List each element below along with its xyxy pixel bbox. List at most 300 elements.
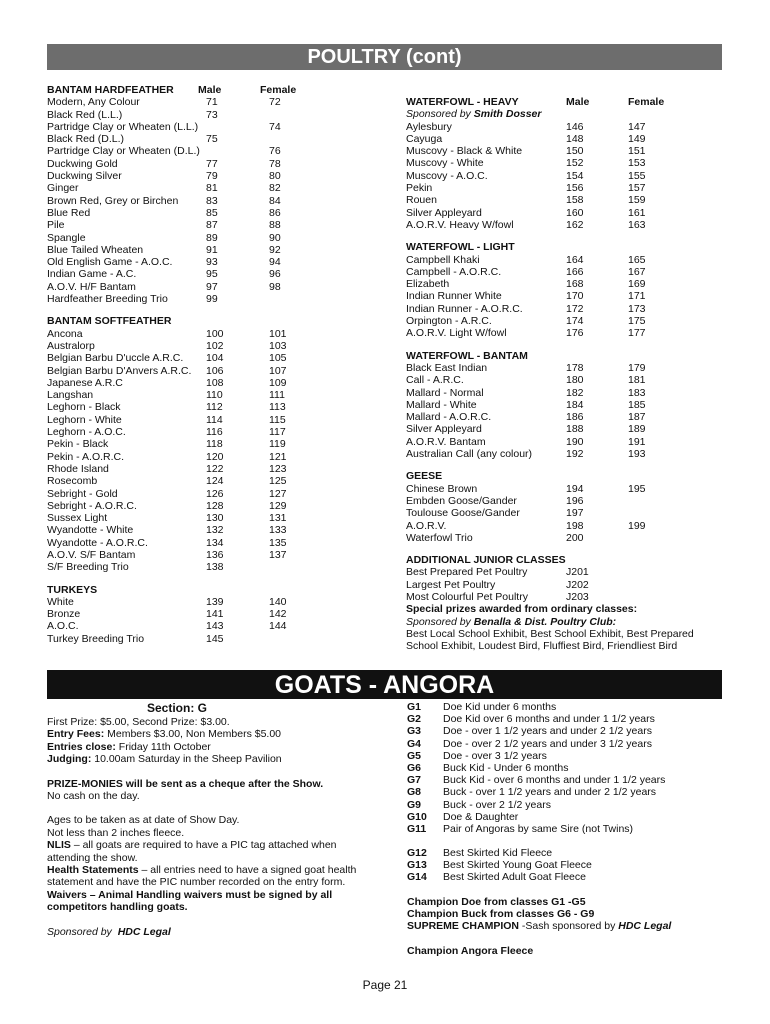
entry-name: Elizabeth	[406, 278, 450, 291]
section-title: WATERFOWL - LIGHT	[406, 241, 515, 254]
entry-row	[47, 524, 347, 536]
class-row	[407, 799, 727, 811]
class-row	[407, 786, 727, 798]
male-class-number: 112	[206, 401, 223, 414]
entry-name: Wyandotte - White	[47, 524, 134, 537]
sponsor-line	[47, 926, 367, 938]
male-class-number: 87	[206, 219, 218, 232]
male-class-number: 73	[206, 108, 218, 121]
class-description: Doe - over 1 1/2 years and under 2 1/2 years	[443, 725, 652, 738]
judging-value: 10.00am Saturday in the Sheep Pavilion	[91, 753, 282, 766]
male-class-number: 136	[206, 548, 224, 561]
class-row	[407, 750, 727, 762]
entry-row	[47, 438, 347, 450]
male-class-number: 91	[206, 243, 218, 256]
female-class-number: 153	[628, 157, 646, 170]
male-class-number: 77	[206, 157, 218, 170]
goat-classes	[407, 701, 727, 957]
entry-row	[47, 293, 347, 305]
female-class-number: 78	[269, 157, 281, 170]
female-class-number: 155	[628, 169, 646, 182]
entry-name: Pile	[47, 219, 65, 232]
entry-row	[47, 244, 347, 256]
class-description: Best Skirted Adult Goat Fleece	[443, 871, 586, 884]
entry-row	[406, 145, 726, 157]
entry-name: Langshan	[47, 389, 94, 402]
entry-name: Mallard - Normal	[406, 386, 484, 399]
entry-name: Black Red (L.L.)	[47, 108, 123, 121]
class-row	[407, 871, 727, 883]
male-class-number: 100	[206, 327, 224, 340]
male-class-number: 106	[206, 364, 224, 377]
class-description: Doe - over 2 1/2 years and under 3 1/2 years	[443, 737, 652, 750]
nlis-text: – all goats are required to have a PIC tag attached when	[70, 839, 337, 852]
entry-name: Leghorn - Black	[47, 401, 121, 414]
class-description: Doe - over 3 1/2 years	[443, 749, 547, 762]
entry-name: Modern, Any Colour	[47, 96, 140, 109]
female-class-number: 147	[628, 120, 646, 133]
entry-name: Sussex Light	[47, 512, 108, 525]
male-class-number: 145	[206, 632, 224, 645]
class-code: G2	[407, 713, 422, 726]
entry-row	[406, 399, 726, 411]
entry-row	[406, 157, 726, 169]
female-class-number: 92	[269, 243, 281, 256]
entry-row	[406, 448, 726, 460]
class-code: G13	[407, 859, 427, 872]
male-label: Male	[198, 84, 222, 96]
entry-row	[406, 194, 726, 206]
spacer	[47, 574, 347, 584]
entry-name: Old English Game - A.O.C.	[47, 256, 173, 269]
female-class-number: 177	[628, 327, 646, 340]
entry-row	[47, 328, 347, 340]
spacer	[406, 544, 726, 554]
champion-fleece: Champion Angora Fleece	[407, 944, 534, 957]
class-row	[407, 701, 727, 713]
male-class-number: 89	[206, 231, 218, 244]
entry-name: Campbell - A.O.R.C.	[406, 265, 502, 278]
spacer	[407, 933, 727, 945]
class-description: Buck - over 2 1/2 years	[443, 798, 551, 811]
fleece-class-list	[407, 847, 727, 884]
male-class-number: 134	[206, 536, 224, 549]
entry-row	[406, 327, 726, 339]
entry-name: Belgian Barbu D'uccle A.R.C.	[47, 352, 184, 365]
female-class-number: 94	[269, 256, 281, 269]
male-class-number: 164	[566, 253, 584, 266]
female-class-number: 119	[269, 438, 286, 451]
entry-row	[47, 182, 347, 194]
entry-row	[406, 207, 726, 219]
entry-row	[47, 195, 347, 207]
entry-row	[47, 268, 347, 280]
entry-row	[47, 475, 347, 487]
health-line-2: statement and have the PIC number recorded on the entry form.	[47, 876, 346, 889]
entry-fees-label: Entry Fees:	[47, 728, 105, 741]
entry-row	[47, 133, 347, 145]
male-class-number: 188	[566, 423, 584, 436]
entry-row	[406, 566, 726, 578]
class-description: Buck Kid - Under 6 months	[443, 761, 569, 774]
entry-row	[47, 401, 347, 413]
spacer	[407, 835, 727, 847]
female-class-number: 101	[269, 327, 287, 340]
entry-name: Muscovy - Black & White	[406, 145, 523, 158]
entry-name: Belgian Barbu D'Anvers A.R.C.	[47, 364, 192, 377]
entry-name: Leghorn - White	[47, 413, 122, 426]
male-class-number: 198	[566, 519, 584, 532]
male-class-number: 126	[206, 487, 224, 500]
turkeys-header	[47, 584, 347, 596]
female-class-number: 109	[269, 376, 287, 389]
female-class-number: 90	[269, 231, 281, 244]
class-number: J201	[566, 566, 589, 579]
entry-name: Bronze	[47, 608, 81, 621]
entry-row	[406, 219, 726, 231]
female-class-number: 193	[628, 448, 646, 461]
champion-doe: Champion Doe from classes G1 -G5	[407, 895, 586, 908]
male-class-number: 110	[206, 389, 223, 402]
entry-row	[47, 109, 347, 121]
entry-name: Ginger	[47, 182, 79, 195]
male-class-number: 85	[206, 206, 218, 219]
male-class-number: 99	[206, 293, 218, 306]
poultry-banner: POULTRY (cont)	[47, 44, 722, 70]
male-class-number: 194	[566, 482, 584, 495]
entry-row	[47, 620, 347, 632]
entry-name: Hardfeather Breeding Trio	[47, 293, 168, 306]
class-description: Doe Kid over 6 months and under 1 1/2 years	[443, 713, 655, 726]
male-class-number: 122	[206, 462, 224, 475]
entry-name: Spangle	[47, 231, 86, 244]
prizes-line: School Exhibit, Loudest Bird, Fluffiest Bird, Friendliest Bird	[406, 640, 678, 653]
male-class-number: 168	[566, 278, 584, 291]
class-code: G5	[407, 749, 422, 762]
entry-row	[406, 170, 726, 182]
entry-row	[47, 561, 347, 573]
male-class-number: 102	[206, 339, 224, 352]
class-row	[407, 774, 727, 786]
section-title: GEESE	[406, 470, 443, 483]
entries-close-value: Friday 11th October	[115, 740, 211, 753]
male-class-number: 108	[206, 376, 224, 389]
male-class-number: 180	[566, 374, 584, 387]
entry-row	[47, 340, 347, 352]
section-title: WATERFOWL - HEAVY	[406, 96, 519, 108]
female-class-number: 121	[269, 450, 287, 463]
female-class-number: 183	[628, 386, 646, 399]
entry-name: Ancona	[47, 327, 83, 340]
entry-row	[47, 158, 347, 170]
male-class-number: 200	[566, 531, 584, 544]
entry-row	[406, 362, 726, 374]
sponsor-prefix: Sponsored by	[406, 615, 471, 628]
entry-row	[406, 387, 726, 399]
female-class-number: 191	[628, 435, 646, 448]
entry-name: Partridge Clay or Wheaten (D.L.)	[47, 145, 200, 158]
entry-row	[47, 596, 347, 608]
class-number: J202	[566, 578, 589, 591]
male-class-number: 93	[206, 256, 218, 269]
female-label: Female	[628, 96, 665, 108]
male-class-number: 178	[566, 361, 584, 374]
class-code: G4	[407, 737, 422, 750]
male-class-number: 190	[566, 435, 584, 448]
fleece-line: Not less than 2 inches fleece.	[47, 826, 185, 839]
entry-name: Chinese Brown	[406, 482, 478, 495]
waterfowl-light-list	[406, 254, 726, 340]
entry-name: A.O.V. S/F Bantam	[47, 548, 136, 561]
entry-row	[47, 389, 347, 401]
female-class-number: 74	[269, 120, 281, 133]
female-class-number: 149	[628, 132, 646, 145]
entry-row	[406, 315, 726, 327]
class-code: G10	[407, 810, 427, 823]
entry-name: White	[47, 595, 74, 608]
entry-name: Black Red (D.L.)	[47, 133, 125, 146]
entry-name: Indian Runner White	[406, 290, 502, 303]
female-class-number: 82	[269, 182, 281, 195]
entry-row	[47, 537, 347, 549]
entry-row	[406, 266, 726, 278]
class-row	[407, 847, 727, 859]
entry-name: Cayuga	[406, 132, 443, 145]
entry-name: Campbell Khaki	[406, 253, 480, 266]
male-class-number: 196	[566, 494, 584, 507]
entry-name: Pekin	[406, 182, 433, 195]
female-class-number: 173	[628, 302, 646, 315]
male-class-number: 150	[566, 145, 584, 158]
male-class-number: 148	[566, 132, 584, 145]
entry-row	[406, 532, 726, 544]
spacer	[406, 460, 726, 470]
waterfowl-light-header	[406, 241, 726, 253]
female-class-number: 159	[628, 194, 646, 207]
entry-row	[47, 488, 347, 500]
entry-name: A.O.R.V. Heavy W/fowl	[406, 218, 514, 231]
softfeather-header	[47, 315, 347, 327]
class-row	[407, 811, 727, 823]
female-class-number: 189	[628, 423, 646, 436]
sponsor-prefix: Sponsored by	[47, 925, 115, 938]
class-code: G1	[407, 701, 422, 713]
entry-name: Indian Runner - A.O.R.C.	[406, 302, 523, 315]
health-text: – all entries need to have a signed goat health	[138, 864, 357, 877]
entry-fees-line	[47, 728, 367, 740]
turkeys-list	[47, 596, 347, 645]
section-title: TURKEYS	[47, 583, 98, 596]
entry-row	[47, 256, 347, 268]
female-class-number: 107	[269, 364, 287, 377]
female-class-number: 133	[269, 524, 287, 537]
supreme-text: -Sash sponsored by	[519, 920, 619, 933]
female-class-number: 142	[269, 608, 287, 621]
entry-name: A.O.C.	[47, 620, 79, 633]
nlis-line	[47, 839, 367, 851]
entry-name: Indian Game - A.C.	[47, 268, 137, 281]
entry-name: Blue Tailed Wheaten	[47, 243, 144, 256]
entry-row	[47, 207, 347, 219]
waterfowl-bantam-header	[406, 350, 726, 362]
goats-info	[47, 702, 367, 938]
entry-name: Aylesbury	[406, 120, 452, 133]
female-class-number: 151	[628, 145, 646, 158]
male-class-number: 118	[206, 438, 223, 451]
spacer	[47, 802, 367, 814]
entry-row	[406, 579, 726, 591]
entry-row	[406, 254, 726, 266]
male-class-number: 83	[206, 194, 218, 207]
male-class-number: 162	[566, 218, 584, 231]
class-description: Buck Kid - over 6 months and under 1 1/2 years	[443, 774, 666, 787]
entry-row	[47, 608, 347, 620]
male-class-number: 116	[206, 426, 223, 439]
no-cash-line: No cash on the day.	[47, 790, 140, 803]
female-class-number: 117	[269, 426, 286, 439]
prizes-line: First Prize: $5.00, Second Prize: $3.00.	[47, 716, 230, 728]
female-class-number: 144	[269, 620, 287, 633]
female-class-number: 115	[269, 413, 286, 426]
male-class-number: 182	[566, 386, 584, 399]
female-label: Female	[260, 84, 297, 96]
entry-row	[406, 133, 726, 145]
entry-name: A.O.R.V.	[406, 519, 447, 532]
entry-name: Sebright - A.O.R.C.	[47, 499, 137, 512]
class-description: Doe Kid under 6 months	[443, 701, 557, 713]
female-class-number: 179	[628, 361, 646, 374]
sponsor-name: HDC Legal	[117, 925, 171, 938]
entry-row	[47, 96, 347, 108]
softfeather-list	[47, 328, 347, 574]
entry-name: A.O.R.V. Bantam	[406, 435, 486, 448]
entry-row	[406, 423, 726, 435]
class-code: G12	[407, 847, 427, 860]
male-class-number: 156	[566, 182, 584, 195]
entry-name: Mallard - A.O.R.C.	[406, 411, 492, 424]
entry-row	[47, 451, 347, 463]
section-title: BANTAM SOFTFEATHER	[47, 315, 172, 328]
hardfeather-header	[47, 84, 347, 96]
spacer	[406, 340, 726, 350]
entry-row	[406, 411, 726, 423]
female-class-number: 129	[269, 499, 287, 512]
entry-name: Best Prepared Pet Poultry	[406, 566, 528, 579]
male-class-number: 141	[206, 608, 224, 621]
female-class-number: 96	[269, 268, 281, 281]
male-class-number: 192	[566, 448, 584, 461]
female-class-number: 76	[269, 145, 281, 158]
male-class-number: 95	[206, 268, 218, 281]
male-class-number: 71	[206, 96, 218, 109]
entry-name: A.O.R.V. Light W/fowl	[406, 327, 507, 340]
female-class-number: 105	[269, 352, 287, 365]
class-code: G3	[407, 725, 422, 738]
class-description: Pair of Angoras by same Sire (not Twins)	[443, 822, 634, 835]
entry-row	[406, 507, 726, 519]
entry-name: Pekin - Black	[47, 438, 109, 451]
entry-name: Muscovy - White	[406, 157, 484, 170]
class-description: Best Skirted Young Goat Fleece	[443, 859, 592, 872]
male-class-number: 170	[566, 290, 584, 303]
entry-name: Japanese A.R.C	[47, 376, 123, 389]
entry-row	[47, 281, 347, 293]
waterfowl-bantam-list	[406, 362, 726, 460]
class-code: G14	[407, 871, 427, 884]
entry-row	[406, 436, 726, 448]
entry-row	[47, 633, 347, 645]
male-class-number: 174	[566, 315, 584, 328]
entry-name: Duckwing Gold	[47, 157, 118, 170]
health-line	[47, 864, 367, 876]
male-class-number: 166	[566, 265, 584, 278]
female-class-number: 161	[628, 206, 646, 219]
entry-name: Embden Goose/Gander	[406, 494, 517, 507]
prize-monies-line: PRIZE-MONIES will be sent as a cheque after the Show.	[47, 777, 324, 790]
class-description: Best Skirted Kid Fleece	[443, 847, 553, 860]
class-description: Buck - over 1 1/2 years and under 2 1/2 years	[443, 786, 657, 799]
entry-name: Duckwing Silver	[47, 170, 122, 183]
hardfeather-list	[47, 96, 347, 305]
male-class-number: 114	[206, 413, 223, 426]
entry-fees-value: Members $3.00, Non Members $5.00	[104, 728, 282, 741]
female-class-number: 127	[269, 487, 287, 500]
entry-name: Brown Red, Grey or Birchen	[47, 194, 179, 207]
champion-buck: Champion Buck from classes G6 - G9	[407, 908, 595, 921]
class-row	[407, 713, 727, 725]
entry-row	[406, 591, 726, 603]
male-class-number: 176	[566, 327, 584, 340]
male-class-number: 97	[206, 280, 218, 293]
entry-name: Partridge Clay or Wheaten (L.L.)	[47, 120, 199, 133]
sponsor-name: Smith Dosser	[473, 108, 542, 121]
entry-row	[47, 352, 347, 364]
female-class-number: 157	[628, 182, 646, 195]
male-class-number: 184	[566, 398, 584, 411]
male-class-number: 128	[206, 499, 224, 512]
entry-name: Wyandotte - A.O.R.C.	[47, 536, 148, 549]
male-class-number: 139	[206, 595, 224, 608]
class-description: Doe & Daughter	[443, 810, 519, 823]
entry-row	[47, 365, 347, 377]
female-class-number: 103	[269, 339, 287, 352]
section-title: BANTAM HARDFEATHER	[47, 84, 174, 96]
ages-line: Ages to be taken as at date of Show Day.	[47, 814, 240, 827]
female-class-number: 80	[269, 170, 281, 183]
supreme-champion-line	[407, 920, 727, 932]
spacer	[47, 766, 367, 778]
entry-row	[47, 145, 347, 157]
female-class-number: 135	[269, 536, 287, 549]
male-class-number: 79	[206, 170, 218, 183]
female-class-number: 111	[269, 389, 285, 402]
entry-name: Rhode Island	[47, 462, 109, 475]
entry-name: Toulouse Goose/Gander	[406, 507, 520, 520]
entry-row	[406, 495, 726, 507]
male-class-number: 158	[566, 194, 584, 207]
entry-row	[47, 500, 347, 512]
page-number: Page 21	[362, 978, 408, 992]
entry-row	[47, 219, 347, 231]
entry-name: Leghorn - A.O.C.	[47, 426, 126, 439]
male-class-number: 160	[566, 206, 584, 219]
male-class-number: 120	[206, 450, 224, 463]
male-class-number: 75	[206, 133, 218, 146]
entry-row	[406, 520, 726, 532]
entry-row	[406, 182, 726, 194]
sponsor-prefix: Sponsored by	[406, 108, 471, 121]
entries-close-label: Entries close:	[47, 740, 116, 753]
